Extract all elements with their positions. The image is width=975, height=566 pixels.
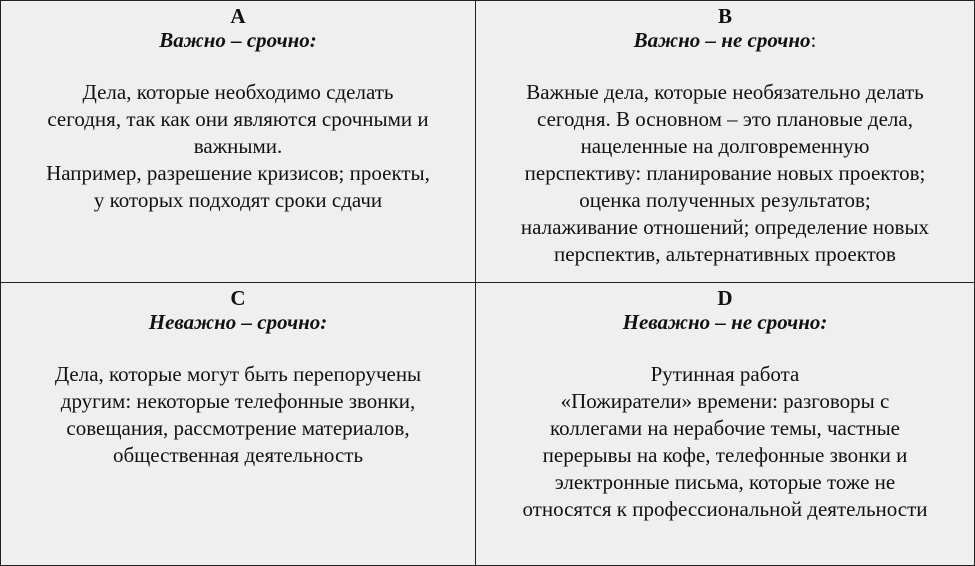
quadrant-d-letter: D [717, 286, 733, 310]
quadrant-b-title [476, 28, 974, 52]
quadrant-a-text: Дела, которые необходимо сделать сегодня, так как они являются срочными и важными. Например, разрешение кризисов; проекты, у которых подходят сроки сдачи [46, 80, 430, 212]
quadrant-b-title-colon: : [810, 28, 817, 52]
quadrant-a-letter: A [230, 4, 246, 28]
quadrant-d [476, 283, 974, 565]
quadrant-c-text: Дела, которые могут быть перепоручены другим: некоторые телефонные звонки, совещания, рассмотрение материалов, общественная деятельность [54, 362, 422, 467]
quadrant-b [476, 1, 974, 283]
quadrant-b-text: Важные дела, которые необязательно делать сегодня. В основном – это плановые дела, нацеленные на долговременную перспективу: планирование новых проектов; оценка полученных результатов; налаживание отношений; определение новых перспектив, альтернативных проектов [520, 80, 930, 266]
quadrant-c-title: Неважно – срочно: [148, 310, 328, 334]
quadrant-c-letter: C [230, 286, 246, 310]
quadrant-d-text: Рутинная работа «Пожиратели» времени: разговоры с коллегами на нерабочие темы, частные перерывы на кофе, телефонные звонки и электронные письма, которые тоже не относятся к профессиональной деятельности [522, 362, 928, 521]
quadrant-b-title-main: Важно – не срочно [633, 28, 811, 52]
quadrant-a-title: Важно – срочно: [159, 28, 317, 52]
quadrant-d-title: Неважно – не срочно: [622, 310, 828, 334]
quadrant-b-letter: B [717, 4, 732, 28]
quadrant-a [1, 1, 476, 283]
quadrant-c [1, 283, 476, 565]
